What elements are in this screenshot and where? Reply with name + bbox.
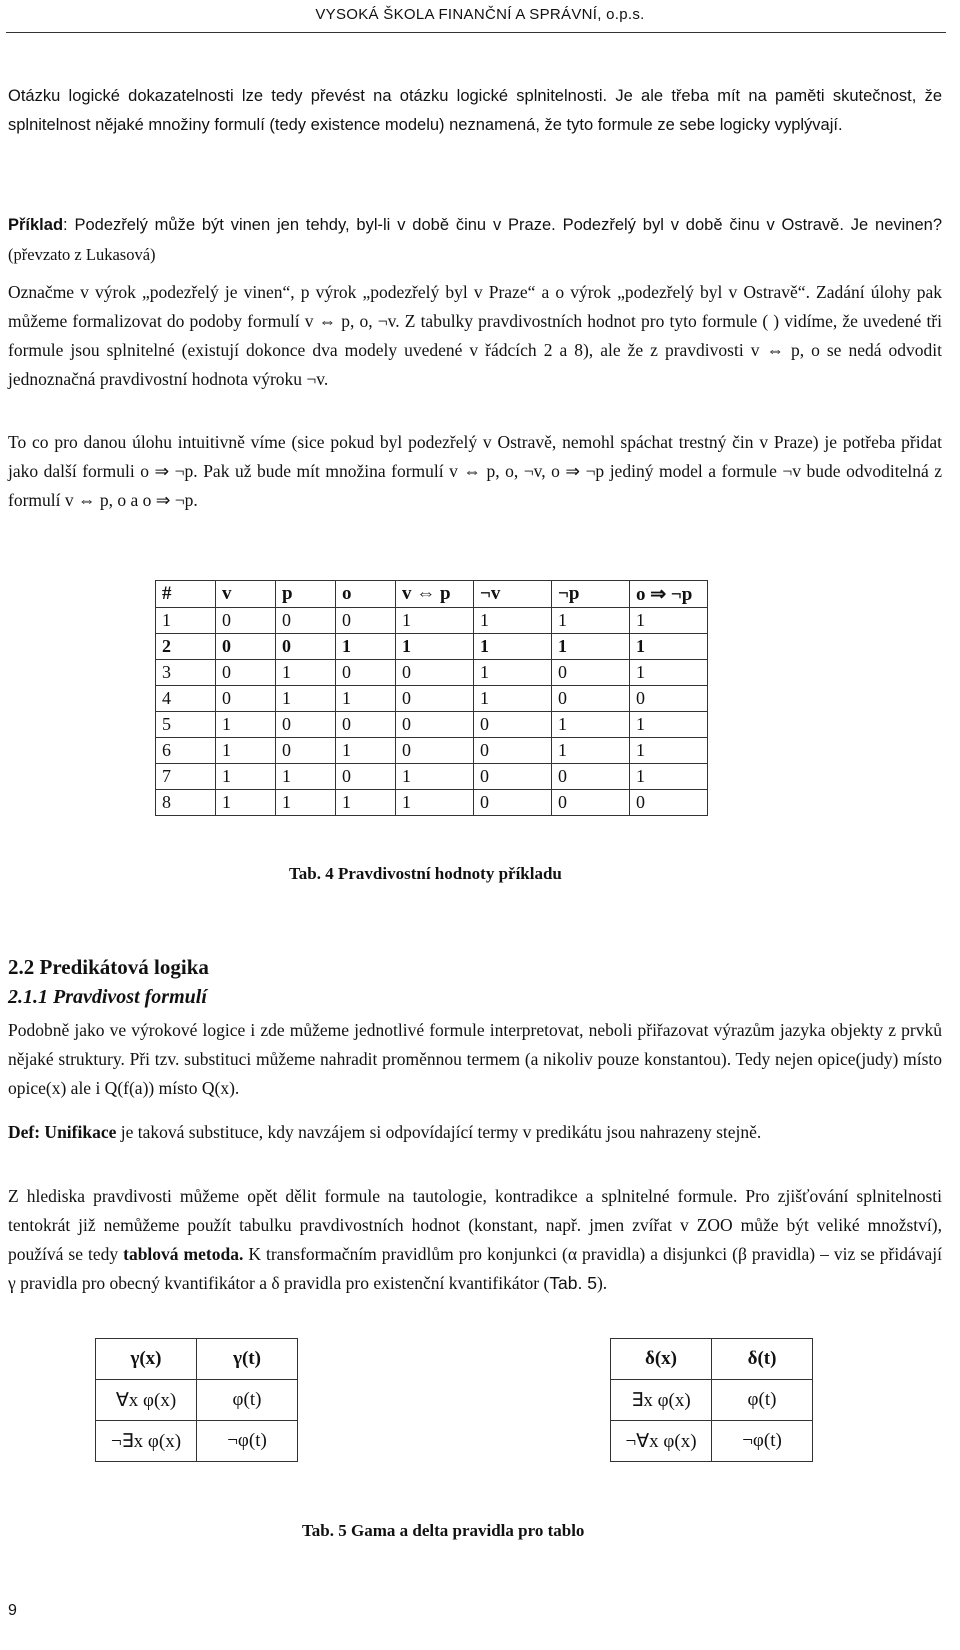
truth-table-cell: 1: [276, 790, 336, 816]
example-source: (převzato z Lukasová): [8, 245, 156, 264]
truth-table-header-cell: ¬p: [552, 581, 630, 608]
definition-paragraph: [8, 1118, 942, 1147]
definition-label: Def: Unifikace: [8, 1122, 117, 1142]
truth-table-cell: 0: [396, 686, 474, 712]
intro-paragraph: Otázku logické dokazatelnosti lze tedy převést na otázku logické splnitelnosti. Je ale třeba mít na paměti skutečnost, že splnitelnost nějaké množiny formulí (tedy existence modelu) neznamená, že tyto formule ze sebe logicky vyplývají.: [8, 87, 942, 134]
truth-table-cell: 0: [474, 738, 552, 764]
delta-table-cell: ∃x φ(x): [611, 1380, 712, 1421]
truth-table-cell: 1: [276, 686, 336, 712]
truth-table-cell: 1: [474, 686, 552, 712]
header-rule: [6, 32, 946, 33]
example-text: : Podezřelý může být vinen jen tehdy, byl-li v době činu v Praze. Podezřelý byl v době činu v Ostravě. Je nevinen?: [63, 216, 942, 234]
truth-table-header-cell: #: [156, 581, 216, 608]
truth-table-row: [156, 686, 708, 712]
truth-table-header-row: [156, 581, 708, 608]
gamma-table-header-cell: γ(x): [96, 1339, 197, 1380]
truth-table-cell: 1: [216, 712, 276, 738]
delta-table-row: [611, 1421, 813, 1462]
truth-table-cell: 0: [336, 608, 396, 634]
truth-table-cell: 1: [552, 634, 630, 660]
truth-table-row: [156, 764, 708, 790]
truth-table-cell: 0: [474, 764, 552, 790]
truth-table-cell: 1: [396, 764, 474, 790]
hlediska-part1: Z hlediska pravdivosti můžeme opět dělit formule na tautologie, kontradikce a splnitelné formule. Pro zjišťování splnitelnosti tentokrát již nemůžeme použít tabulku pravdivostních hodnot (konstant, např. jmen zvířat v ZOO může být veliké množství), používá se tedy: [8, 1186, 942, 1264]
page-number: 9: [8, 1602, 17, 1619]
truth-table-cell: 1: [396, 634, 474, 660]
truth-table-header-cell: v: [216, 581, 276, 608]
truth-table-cell: 1: [630, 764, 708, 790]
truth-table-cell: 0: [336, 660, 396, 686]
truth-table-cell: 1: [630, 660, 708, 686]
tablova-metoda: tablová metoda.: [123, 1244, 244, 1264]
truth-table-header-cell: o: [336, 581, 396, 608]
example-label: Příklad: [8, 216, 64, 234]
truth-table-cell: 1: [336, 634, 396, 660]
truth-table-cell: 1: [276, 660, 336, 686]
truth-table-header-cell: ¬v: [474, 581, 552, 608]
truth-table-cell: 1: [216, 738, 276, 764]
truth-table-cell: 3: [156, 660, 216, 686]
truth-table-row: [156, 660, 708, 686]
truth-table-cell: 0: [276, 608, 336, 634]
definition-text: je taková substituce, kdy navzájem si odpovídající termy v predikátu jsou nahrazeny stejně.: [116, 1122, 762, 1142]
truth-table-header-cell: p: [276, 581, 336, 608]
delta-table: [610, 1338, 813, 1462]
truth-table-cell: 0: [276, 712, 336, 738]
truth-table-cell: 0: [552, 790, 630, 816]
example-paragraph: [8, 210, 942, 270]
page-header: VYSOKÁ ŠKOLA FINANČNÍ A SPRÁVNÍ, o.p.s.: [315, 6, 645, 23]
section-heading: 2.2 Predikátová logika: [8, 955, 209, 979]
truth-table-cell: 0: [276, 738, 336, 764]
truth-table-cell: 0: [396, 738, 474, 764]
truth-table-cell: 1: [336, 790, 396, 816]
truth-table-cell: 1: [630, 712, 708, 738]
truth-table-cell: 0: [474, 790, 552, 816]
truth-table-cell: 0: [630, 790, 708, 816]
tab5-caption: Tab. 5 Gama a delta pravidla pro tablo: [302, 1521, 585, 1540]
truth-table-cell: 1: [474, 660, 552, 686]
gamma-table-cell: ∀x φ(x): [96, 1380, 197, 1421]
tab5-reference[interactable]: Tab. 5: [549, 1273, 597, 1293]
truth-table-cell: 1: [396, 608, 474, 634]
truth-table-cell: 8: [156, 790, 216, 816]
podobne-paragraph: Podobně jako ve výrokové logice i zde můžeme jednotlivé formule interpretovat, neboli přiřazovat výrazům jazyka objekty z prvků nějaké struktury. Při tzv. substituci můžeme nahradit proměnnou termem (a nikoliv pouze konstantou). Tedy nejen opice(judy) místo opice(x) ale i Q(f(a)) místo Q(x).: [8, 1020, 942, 1098]
truth-table-cell: 1: [336, 738, 396, 764]
truth-table-cell: 0: [396, 660, 474, 686]
hlediska-paragraph: [8, 1182, 942, 1298]
truth-table-cell: 1: [216, 790, 276, 816]
truth-table-cell: 1: [552, 712, 630, 738]
truth-table-cell: 0: [336, 764, 396, 790]
truth-table-caption: Tab. 4 Pravdivostní hodnoty příkladu: [289, 864, 562, 883]
oznacme-paragraph: Označme v výrok „podezřelý je vinen“, p výrok „podezřelý byl v Praze“ a o výrok „podezřelý byl v Ostravě“. Zadání úlohy pak můžeme formalizovat do podoby formulí v ⇔ p, o, ¬v. Z tabulky pravdivostních hodnot pro tyto formule ( ) vidíme, že uvedené tři formule jsou splnitelné (existují dokonce dva modely uvedené v řádcích 2 a 8), ale že z pravdivosti v ⇔ p, o se nedá odvodit jednoznačná pravdivostní hodnota výroku ¬v.: [8, 282, 942, 389]
truth-table-cell: 4: [156, 686, 216, 712]
truth-table-cell: 1: [630, 634, 708, 660]
truth-table-cell: 0: [552, 660, 630, 686]
truth-table-cell: 0: [630, 686, 708, 712]
gamma-table: [95, 1338, 298, 1462]
delta-table-cell: φ(t): [712, 1380, 813, 1421]
toco-paragraph: To co pro danou úlohu intuitivně víme (sice pokud byl podezřelý v Ostravě, nemohl spáchat trestný čin v Praze) je potřeba přidat jako další formuli o ⇒ ¬p. Pak už bude mít množina formulí v ⇔ p, o, ¬v, o ⇒ ¬p jediný model a formule ¬v bude odvoditelná z formulí v ⇔ p, o a o ⇒ ¬p.: [8, 432, 942, 510]
truth-table-header-cell: o ⇒ ¬p: [630, 581, 708, 608]
gamma-table-row: [96, 1380, 298, 1421]
delta-table-header-cell: δ(x): [611, 1339, 712, 1380]
gamma-table-header-cell: γ(t): [197, 1339, 298, 1380]
gamma-table-row: [96, 1421, 298, 1462]
truth-table-cell: 1: [630, 738, 708, 764]
truth-table-header-cell: v ⇔ p: [396, 581, 474, 608]
delta-table-header-cell: δ(t): [712, 1339, 813, 1380]
truth-table-cell: 0: [216, 686, 276, 712]
truth-table-cell: 1: [276, 764, 336, 790]
delta-table-row: [611, 1380, 813, 1421]
truth-table-cell: 0: [552, 764, 630, 790]
truth-table-cell: 1: [396, 790, 474, 816]
truth-table-cell: 0: [396, 712, 474, 738]
hlediska-part2: K transformačním pravidlům pro konjunkci (α pravidla) a disjunkci (β pravidla) – viz se přidávají γ pravidla pro obecný kvantifikátor a δ pravidla pro existenční kvantifikátor (: [8, 1244, 943, 1293]
gamma-table-header-row: [96, 1339, 298, 1380]
delta-table-cell: ¬φ(t): [712, 1421, 813, 1462]
truth-table-cell: 1: [552, 608, 630, 634]
gamma-table-cell: φ(t): [197, 1380, 298, 1421]
gamma-table-cell: ¬∃x φ(x): [96, 1421, 197, 1462]
truth-table-row: [156, 790, 708, 816]
truth-table-cell: 0: [216, 608, 276, 634]
truth-table-row: [156, 608, 708, 634]
delta-table-header-row: [611, 1339, 813, 1380]
truth-table-cell: 2: [156, 634, 216, 660]
truth-table-row: [156, 738, 708, 764]
truth-table-cell: 1: [216, 764, 276, 790]
truth-table-cell: 0: [216, 660, 276, 686]
truth-table-cell: 1: [474, 634, 552, 660]
subsection-heading: 2.1.1 Pravdivost formulí: [8, 986, 207, 1008]
truth-table-cell: 1: [552, 738, 630, 764]
truth-table-cell: 0: [552, 686, 630, 712]
truth-table-cell: 0: [336, 712, 396, 738]
truth-table-cell: 1: [156, 608, 216, 634]
truth-table-cell: 1: [474, 608, 552, 634]
gamma-table-cell: ¬φ(t): [197, 1421, 298, 1462]
truth-table-row: [156, 634, 708, 660]
hlediska-part3: ).: [596, 1273, 608, 1293]
truth-table-row: [156, 712, 708, 738]
truth-table-cell: 1: [630, 608, 708, 634]
truth-table-cell: 5: [156, 712, 216, 738]
truth-table-cell: 0: [276, 634, 336, 660]
truth-table-cell: 0: [216, 634, 276, 660]
truth-table-cell: 1: [336, 686, 396, 712]
truth-table-cell: 6: [156, 738, 216, 764]
truth-table: [155, 580, 708, 816]
truth-table-cell: 0: [474, 712, 552, 738]
delta-table-cell: ¬∀x φ(x): [611, 1421, 712, 1462]
truth-table-cell: 7: [156, 764, 216, 790]
